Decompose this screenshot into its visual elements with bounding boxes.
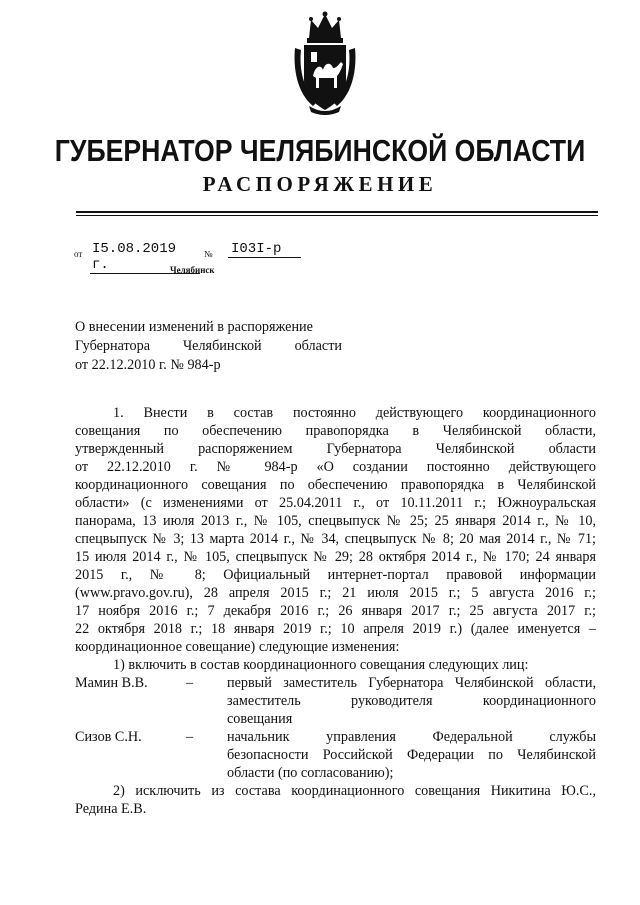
member-dash: – — [186, 675, 194, 691]
member-position: безопасности Российской Федерации по Челябинской — [227, 747, 596, 763]
member-name: Мамин В.В. — [75, 675, 148, 691]
body-line: 2) исключить из состава координационного совещания Никитина Ю.С., — [113, 783, 596, 799]
document-date: I5.08.2019 г. — [90, 241, 200, 274]
document-number: I03I-р — [228, 241, 301, 258]
member-position: первый заместитель Губернатора Челябинской области, — [227, 675, 596, 691]
body-line: 2015 г., № 8; Официальный интернет-портал правовой информации — [75, 567, 596, 583]
body-line: 1. Внести в состав постоянно действующего координационного — [113, 405, 596, 421]
body-line: области» (с изменениями от 25.04.2011 г., от 10.11.2011 г.; Южноуральская — [75, 495, 596, 511]
subject-line: Губернатора Челябинской области — [75, 338, 342, 354]
member-position: совещания — [227, 711, 293, 727]
body-line: 17 ноября 2016 г.; 7 декабря 2016 г.; 26 января 2017 г.; 25 августа 2017 г.; — [75, 603, 596, 619]
header-rule — [76, 211, 598, 213]
body-line: утвержденный распоряжением Губернатора Челябинской области — [75, 441, 596, 457]
city-label: Челябинск — [170, 265, 215, 275]
member-position: заместитель руководителя координационного — [227, 693, 596, 709]
body-line: Редина Е.В. — [75, 801, 147, 817]
member-name: Сизов С.Н. — [75, 729, 142, 745]
chelyabinsk-coat-of-arms-icon — [291, 8, 359, 116]
issuer-title: ГУБЕРНАТОР ЧЕЛЯБИНСКОЙ ОБЛАСТИ — [54, 133, 586, 168]
body-line: 1) включить в состав координационного совещания следующих лиц: — [113, 657, 529, 673]
number-label: № — [204, 249, 213, 259]
subject-line: О внесении изменений в распоряжение — [75, 319, 313, 335]
member-position: области (по согласованию); — [227, 765, 394, 781]
body-line: панорама, 13 июля 2013 г., № 105, спецвыпуск № 25; 25 января 2014 г., № 10, — [75, 513, 596, 529]
member-position: начальник управления Федеральной службы — [227, 729, 596, 745]
body-line: 22 октября 2018 г.; 18 января 2019 г.; 10 апреля 2019 г.) (далее именуется – — [75, 621, 596, 637]
body-line: от 22.12.2010 г. № 984-р «О создании постоянно действующего — [75, 459, 596, 475]
header-rule-thin — [76, 215, 598, 216]
member-dash: – — [186, 729, 194, 745]
body-line: совещания по обеспечению правопорядка в Челябинской области, — [75, 423, 596, 439]
document-type: РАСПОРЯЖЕНИЕ — [202, 172, 438, 196]
body-line: спецвыпуск № 3; 13 марта 2014 г., № 34, спецвыпуск № 8; 20 мая 2014 г., № 71; — [75, 531, 596, 547]
body-line: (www.pravo.gov.ru), 28 апреля 2015 г.; 21 июля 2015 г.; 5 августа 2016 г.; — [75, 585, 596, 601]
date-label: от — [74, 249, 83, 259]
subject-line: от 22.12.2010 г. № 984-р — [75, 357, 221, 373]
body-line: 15 июля 2014 г., № 105, спецвыпуск № 29; 28 октября 2014 г., № 170; 24 января — [75, 549, 596, 565]
body-line: координационное совещание) следующие изменения: — [75, 639, 400, 655]
body-line: координационного совещания по обеспечению правопорядка в Челябинской — [75, 477, 596, 493]
